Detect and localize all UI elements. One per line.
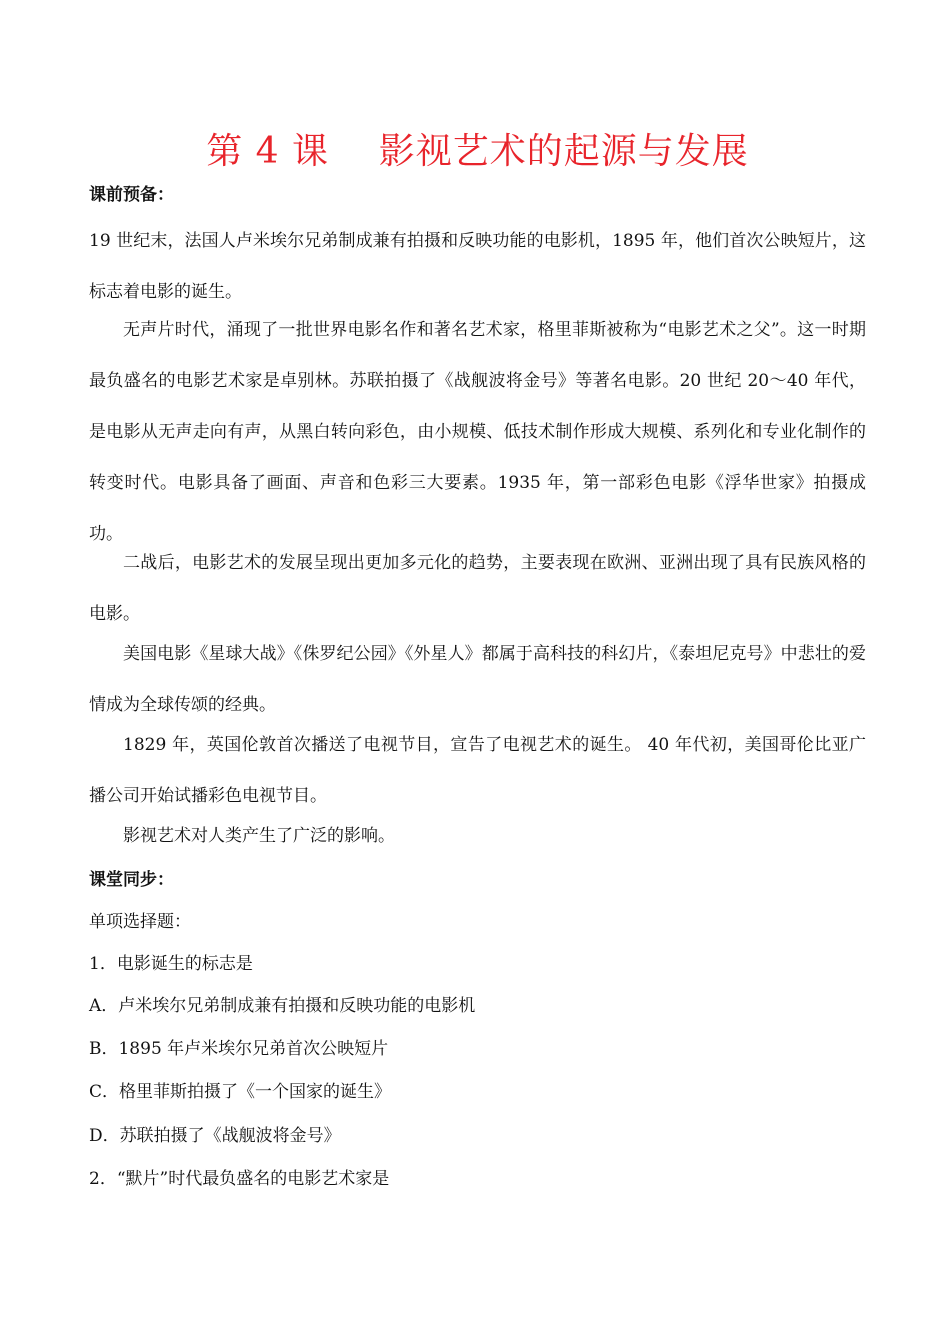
paragraph-6: 影视艺术对人类产生了广泛的影响。	[123, 826, 395, 846]
q1-option-d: D．苏联拍摄了《战舰波将金号》	[89, 1126, 341, 1146]
section-heading-pre: 课前预备：	[89, 185, 174, 205]
q1-option-c: C．格里菲斯拍摄了《一个国家的诞生》	[89, 1082, 392, 1102]
question-type-label: 单项选择题：	[89, 912, 191, 932]
question-1: 1．电影诞生的标志是	[89, 954, 253, 974]
page-title: 第 4 课 影视艺术的起源与发展	[206, 131, 749, 172]
paragraph-1: 19 世纪末，法国人卢米埃尔兄弟制成兼有拍摄和反映功能的电影机，1895 年，他们首次公映短片，这标志着电影的诞生。	[89, 231, 866, 302]
q1-option-b: B．1895 年卢米埃尔兄弟首次公映短片	[89, 1039, 389, 1059]
paragraph-5: 1829 年，英国伦敦首次播送了电视节目，宣告了电视艺术的诞生。 40 年代初，美国哥伦比亚广播公司开始试播彩色电视节目。	[89, 735, 866, 806]
question-2: 2．“默片”时代最负盛名的电影艺术家是	[89, 1169, 390, 1189]
paragraph-4: 美国电影《星球大战》《侏罗纪公园》《外星人》都属于高科技的科幻片，《泰坦尼克号》中悲壮的爱情成为全球传颂的经典。	[89, 644, 866, 715]
section-heading-class: 课堂同步：	[89, 870, 174, 890]
paragraph-3: 二战后，电影艺术的发展呈现出更加多元化的趋势，主要表现在欧洲、亚洲出现了具有民族风格的电影。	[89, 553, 866, 624]
paragraph-2: 无声片时代，涌现了一批世界电影名作和著名艺术家，格里菲斯被称为“电影艺术之父”。这一时期最负盛名的电影艺术家是卓别林。苏联拍摄了《战舰波将金号》等著名电影。20 世纪 20～40 年代，是电影从无声走向有声，从黑白转向彩色，由小规模、低技术制作形成大规模、系列化和专业化制作的转变时代。电影具备了画面、声音和色彩三大要素。1935 年，第一部彩色电影《浮华世家》拍摄成功。	[89, 320, 866, 544]
q1-option-a: A．卢米埃尔兄弟制成兼有拍摄和反映功能的电影机	[89, 996, 476, 1016]
